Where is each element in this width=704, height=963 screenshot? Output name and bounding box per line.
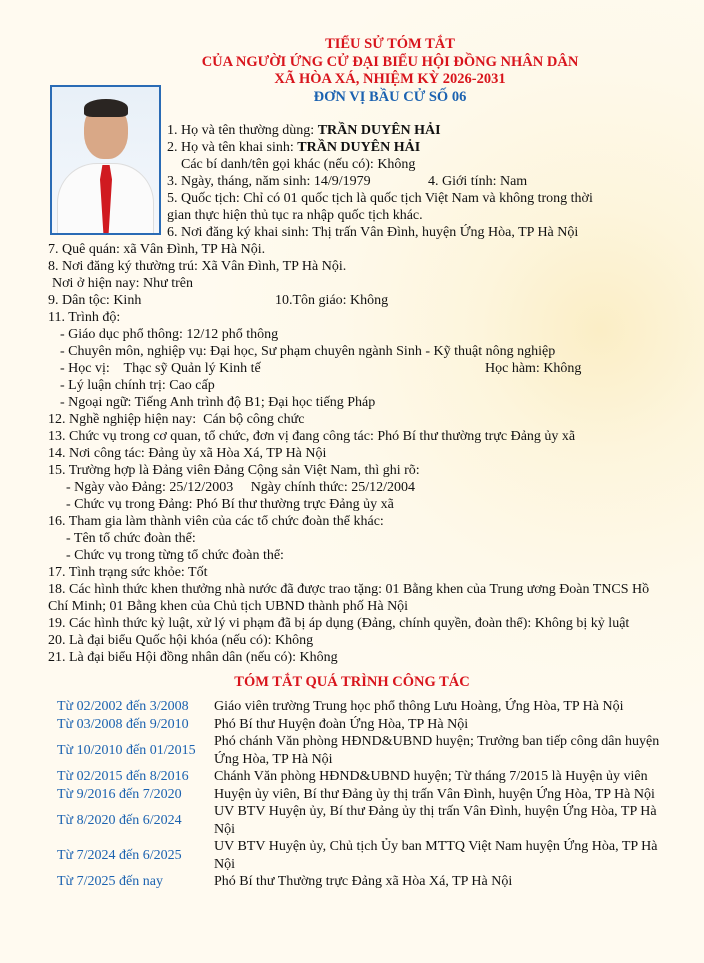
career-description: Phó Bí thư Huyện đoàn Ứng Hòa, TP Hà Nội — [214, 716, 469, 732]
bio-position: 13. Chức vụ trong cơ quan, tổ chức, đơn vị đang công tác: Phó Bí thư thường trực Đảng ủy xã — [48, 429, 576, 444]
career-description: UV BTV Huyện ủy, Chủ tịch Ủy ban MTTQ Việt Nam huyện Ứng Hòa, TP Hà Nội — [214, 839, 658, 872]
career-period: Từ 02/2002 đến 3/2008 — [57, 699, 189, 714]
bio-organization-role: - Chức vụ trong từng tổ chức đoàn thể: — [66, 548, 284, 563]
bio-discipline: 19. Các hình thức kỷ luật, xử lý vi phạm đã bị áp dụng (Đảng, chính quyền, đoàn thể): Không bị kỷ luật — [48, 616, 630, 631]
bio-aliases: Các bí danh/tên gọi khác (nếu có): Không — [181, 157, 416, 172]
career-row — [57, 873, 687, 891]
career-description: Giáo viên trường Trung học phổ thông Lưu Hoàng, Ứng Hòa, TP Hà Nội — [214, 699, 624, 714]
career-description: UV BTV Huyện ủy, Bí thư Đảng ủy thị trấn Vân Đình, huyện Ứng Hòa, TP Hà Nội — [214, 804, 657, 837]
name-value: TRẦN DUYÊN HẢI — [317, 123, 441, 138]
career-row — [57, 803, 687, 838]
document-header — [150, 36, 630, 106]
bio-health: 17. Tình trạng sức khỏe: Tốt — [48, 565, 208, 580]
name-value: TRẦN DUYÊN HẢI — [297, 140, 421, 155]
bio-dob: 3. Ngày, tháng, năm sinh: 14/9/1979 — [167, 174, 371, 189]
bio-party-position: - Chức vụ trong Đảng: Phó Bí thư thường trực Đảng ủy xã — [66, 497, 394, 512]
title-line-1: TIỂU SỬ TÓM TẮT — [325, 36, 455, 52]
career-period: Từ 7/2025 đến nay — [57, 874, 163, 889]
constituency-label: ĐƠN VỊ BẦU CỬ SỐ 06 — [313, 88, 467, 105]
bio-academic-title: Học hàm: Không — [485, 361, 582, 376]
career-section-title: TÓM TẮT QUÁ TRÌNH CÔNG TÁC — [234, 674, 470, 690]
career-description: Phó Bí thư Thường trực Đảng xã Hòa Xá, TP Hà Nội — [214, 874, 513, 889]
career-period: Từ 10/2010 đến 01/2015 — [57, 742, 196, 758]
bio-gender: 4. Giới tính: Nam — [428, 174, 528, 189]
bio-professional: - Chuyên môn, nghiệp vụ: Đại học, Sư phạm chuyên ngành Sinh - Kỹ thuật nông nghiệp — [60, 344, 556, 359]
bio-current-address: Nơi ở hiện nay: Như trên — [52, 276, 193, 291]
title-line-3: XÃ HÒA XÁ, NHIỆM KỲ 2026-2031 — [274, 71, 506, 87]
bio-nationality-cont: gian thực hiện thủ tục ra nhập quốc tịch khác. — [167, 208, 423, 223]
career-row — [57, 716, 687, 734]
career-row — [57, 698, 687, 716]
bio-hometown: 7. Quê quán: xã Vân Đình, TP Hà Nội. — [48, 242, 266, 257]
career-row — [57, 768, 687, 786]
career-description: Huyện ủy viên, Bí thư Đảng ủy thị trấn Vân Đình, huyện Ứng Hòa, TP Hà Nội — [214, 786, 655, 802]
career-period: Từ 02/2015 đến 8/2016 — [57, 769, 189, 784]
bio-common-name — [167, 122, 441, 139]
label: 1. Họ và tên thường dùng: — [167, 123, 318, 138]
career-row — [57, 838, 687, 873]
career-period: Từ 7/2024 đến 6/2025 — [57, 847, 182, 863]
bio-organizations-heading: 16. Tham gia làm thành viên của các tổ chức đoàn thể khác: — [48, 514, 384, 529]
title-line-2: CỦA NGƯỜI ỨNG CỬ ĐẠI BIỂU HỘI ĐỒNG NHÂN DÂN — [201, 53, 579, 70]
candidate-portrait — [50, 85, 161, 235]
bio-birth-name — [167, 139, 420, 156]
bio-awards: 18. Các hình thức khen thưởng nhà nước đã được trao tặng: 01 Bằng khen của Trung ương Đoàn TNCS Hồ — [48, 582, 650, 597]
bio-general-education: - Giáo dục phổ thông: 12/12 phổ thông — [60, 327, 279, 342]
portrait-hair — [84, 99, 128, 117]
bio-ethnicity: 9. Dân tộc: Kinh — [48, 293, 142, 308]
bio-nationality: 5. Quốc tịch: Chỉ có 01 quốc tịch là quốc tịch Việt Nam và không trong thời — [167, 191, 593, 206]
bio-awards-cont: Chí Minh; 01 Bằng khen của Chủ tịch UBND thành phố Hà Nội — [48, 599, 409, 614]
bio-education-heading: 11. Trình độ: — [48, 310, 121, 325]
career-row — [57, 733, 687, 768]
bio-degree: - Học vị: Thạc sỹ Quản lý Kinh tế — [60, 361, 261, 376]
career-description: Chánh Văn phòng HĐND&UBND huyện; Từ tháng 7/2015 là Huyện ủy viên — [214, 769, 648, 784]
career-period: Từ 9/2016 đến 7/2020 — [57, 786, 182, 802]
label: 2. Họ và tên khai sinh: — [167, 140, 298, 155]
career-description: Phó chánh Văn phòng HĐND&UBND huyện; Trưởng ban tiếp công dân huyện Ứng Hòa, TP Hà Nội — [214, 734, 660, 767]
bio-party-heading: 15. Trường hợp là Đảng viên Đảng Cộng sản Việt Nam, thì ghi rõ: — [48, 463, 420, 478]
bio-workplace: 14. Nơi công tác: Đảng ủy xã Hòa Xá, TP Hà Nội — [48, 446, 327, 461]
bio-peoples-council: 21. Là đại biểu Hội đồng nhân dân (nếu có): Không — [48, 650, 338, 665]
bio-languages: - Ngoại ngữ: Tiếng Anh trình độ B1; Đại học tiếng Pháp — [60, 395, 376, 410]
bio-occupation: 12. Nghề nghiệp hiện nay: Cán bộ công chức — [48, 412, 305, 427]
career-period: Từ 03/2008 đến 9/2010 — [57, 716, 189, 732]
bio-party-dates: - Ngày vào Đảng: 25/12/2003 Ngày chính thức: 25/12/2004 — [66, 480, 415, 495]
bio-organization-name: - Tên tổ chức đoàn thể: — [66, 531, 196, 546]
bio-religion: 10.Tôn giáo: Không — [275, 293, 389, 308]
bio-political-theory: - Lý luận chính trị: Cao cấp — [60, 378, 215, 393]
bio-residence: 8. Nơi đăng ký thường trú: Xã Vân Đình, TP Hà Nội. — [48, 259, 347, 274]
career-period: Từ 8/2020 đến 6/2024 — [57, 812, 182, 828]
career-row — [57, 786, 687, 804]
bio-birthplace: 6. Nơi đăng ký khai sinh: Thị trấn Vân Đình, huyện Ứng Hòa, TP Hà Nội — [167, 225, 579, 240]
career-timeline — [57, 698, 687, 891]
bio-national-assembly: 20. Là đại biểu Quốc hội khóa (nếu có): Không — [48, 633, 314, 648]
